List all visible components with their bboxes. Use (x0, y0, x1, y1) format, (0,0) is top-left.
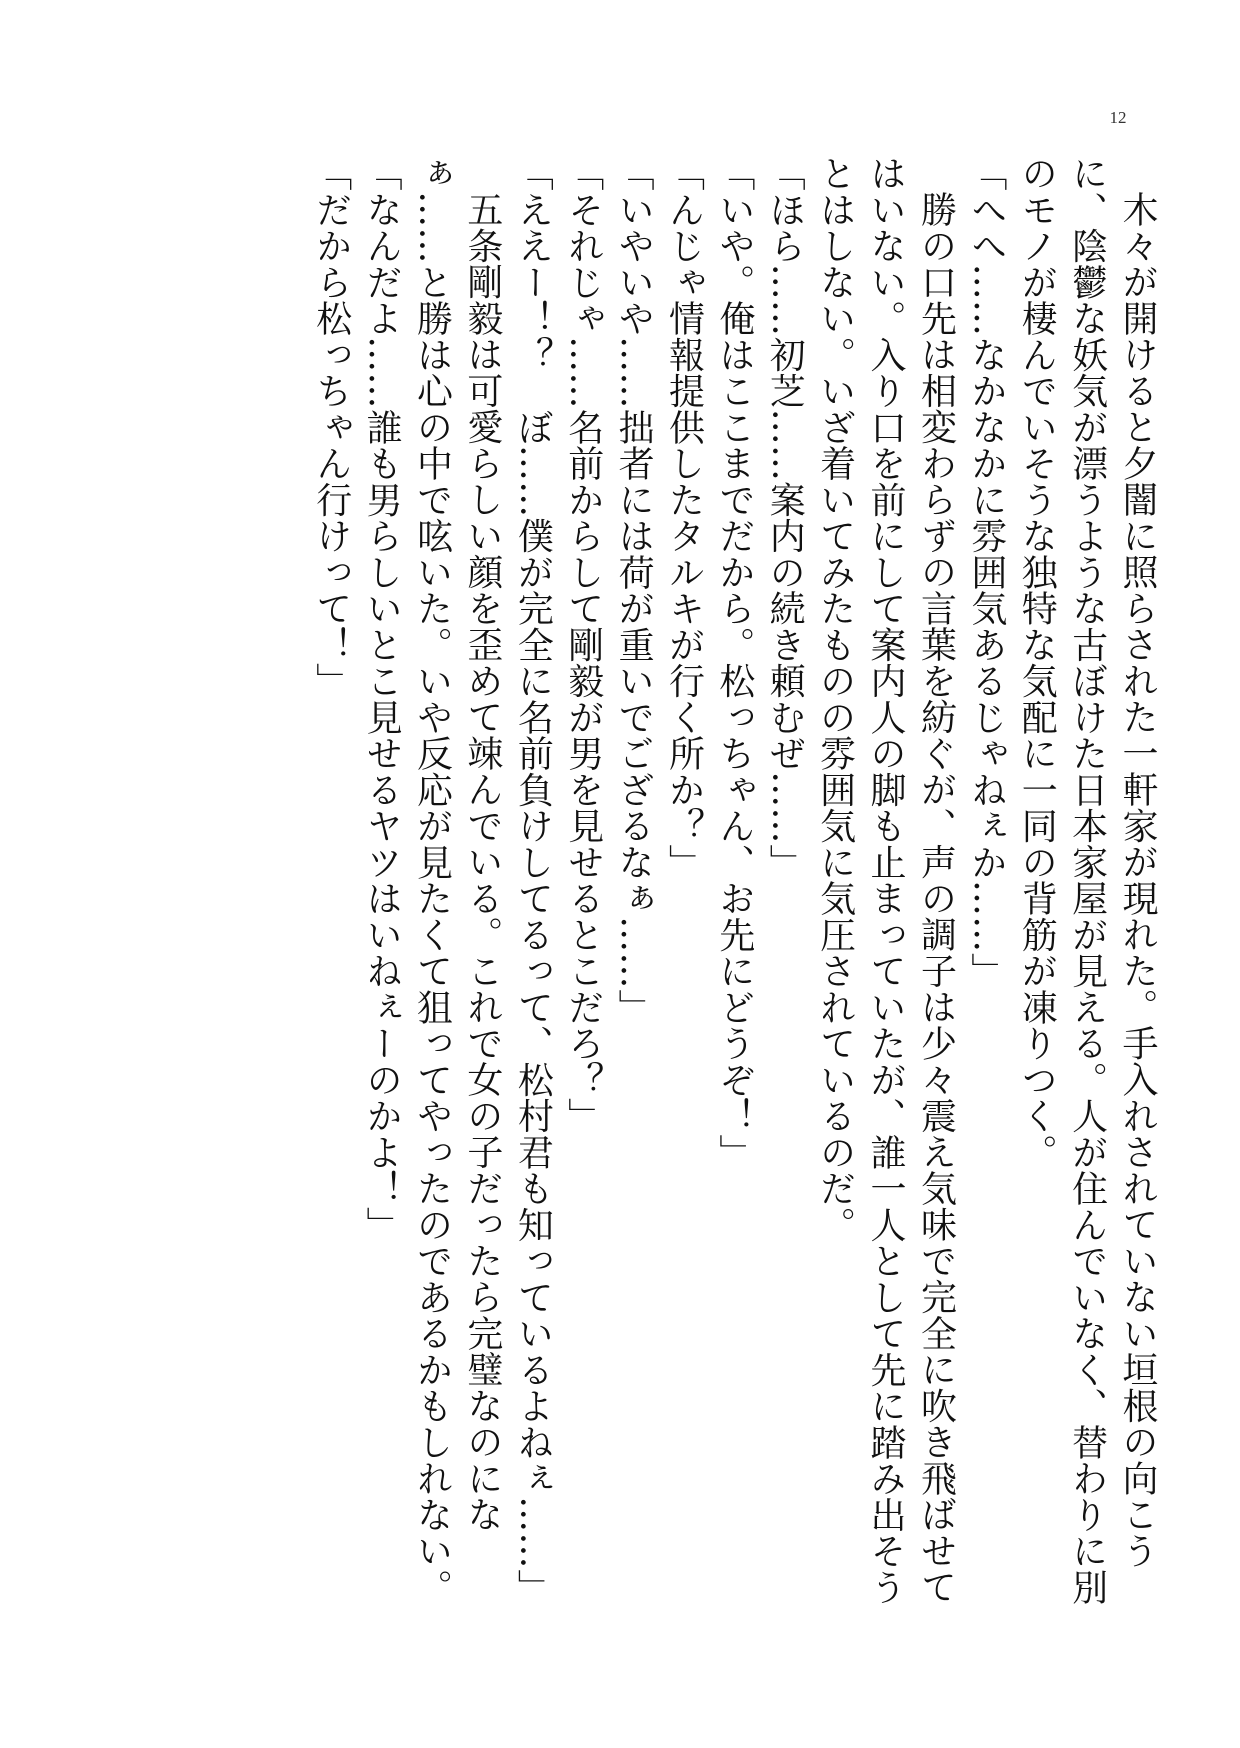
paragraph: 「へへ……なかなかに雰囲気あるじゃねぇか……」 (965, 155, 1007, 989)
paragraph: 「いや。俺はここまでだから。松っちゃん、お先にどうぞ！」 (713, 155, 755, 1170)
paragraph: 「ほら……初芝……案内の続き頼むぜ……」 (764, 155, 806, 880)
vertical-text-body (305, 155, 1162, 1605)
paragraph: 「んじゃ情報提供したタルキが行く所か？」 (663, 155, 705, 880)
paragraph: 「だから松っちゃん行けって！」 (310, 155, 352, 699)
paragraph: 木々が開けると夕闇に照らされた一軒家が現れた。手入れされていない垣根の向こうに、陰鬱な妖気が漂うような古ぼけた日本家屋が見える。人が住んでいなく、替わりに別のモノが棲んでいそうな独特な気配に一同の背筋が凍りつく。 (1016, 155, 1158, 1605)
page-number: 12 (1109, 108, 1127, 127)
paragraph: 五条剛毅は可愛らしい顔を歪めて竦んでいる。これで女の子だったら完璧なのになぁ……と勝は心の中で呟いた。いや反応が見たくて狙ってやったのであるかもしれない。 (411, 155, 503, 1605)
paragraph: 勝の口先は相変わらずの言葉を紡ぐが、声の調子は少々震え気味で完全に吹き飛ばせてはいない。入り口を前にして案内人の脚も止まっていたが、誰一人として先に踏み出そうとはしない。いざ着いてみたものの雰囲気に気圧されているのだ。 (814, 155, 957, 1605)
paragraph: 「なんだよ……誰も男らしいとこ見せるヤツはいねぇーのかよ！」 (361, 155, 403, 1243)
paragraph: 「それじゃ……名前からして剛毅が男を見せるとこだろ？」 (562, 155, 604, 1134)
paragraph: 「ええー！？ ぼ……僕が完全に名前負けしてるって、松村君も知っているよねぇ……」 (512, 155, 554, 1605)
paragraph: 「いやいや……拙者には荷が重いでござるなぁ……」 (613, 155, 655, 1025)
